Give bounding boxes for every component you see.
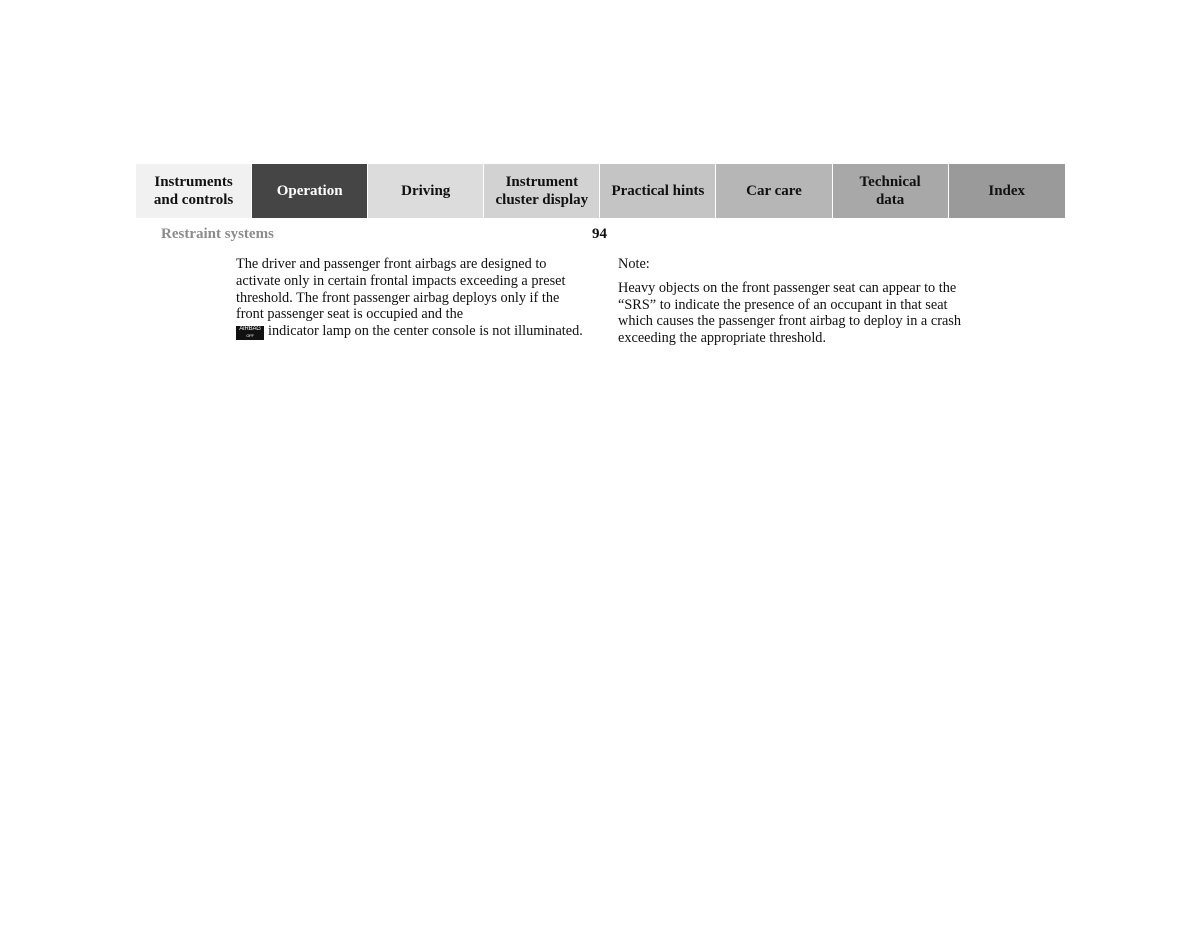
tab-label: Practical hints — [611, 183, 705, 199]
tab-operation[interactable] — [252, 164, 368, 218]
airbag-off-indicator-icon — [236, 326, 264, 340]
paragraph-text-before-icon: The driver and passenger front airbags are designed to activate only in certain frontal impacts exceeding a preset threshold. The front passenger airbag deploys only if the front passenger seat is occupied and the — [236, 256, 566, 323]
tab-car-care[interactable] — [716, 164, 832, 218]
tab-technical-data[interactable] — [833, 164, 949, 218]
tab-label: Instruments and controls — [153, 174, 234, 208]
tab-label: Car care — [746, 183, 802, 199]
page-number: 94 — [592, 226, 607, 242]
right-column — [618, 256, 978, 347]
tab-label: Instrument cluster display — [495, 174, 589, 208]
left-column — [236, 256, 586, 340]
tab-instrument-cluster-display[interactable] — [484, 164, 600, 218]
section-title: Restraint systems — [161, 226, 274, 242]
tab-practical-hints[interactable] — [600, 164, 716, 218]
tab-label: Technical data — [859, 174, 921, 208]
icon-sublabel: OFF — [246, 333, 254, 339]
tab-label: Driving — [401, 183, 451, 199]
note-text: Heavy objects on the front passenger seat can appear to the “SRS” to indicate the presence of an occupant in that seat which causes the passenger front airbag to deploy in a crash exceeding the appropriate threshold. — [618, 279, 962, 347]
tab-label: Operation — [276, 183, 343, 199]
paragraph-text-after-icon: indicator lamp on the center console is not illuminated. — [268, 323, 583, 340]
section-navigation — [136, 164, 1065, 218]
tab-index[interactable] — [949, 164, 1065, 218]
tab-driving[interactable] — [368, 164, 484, 218]
tab-label: Index — [988, 183, 1026, 199]
note-label: Note: — [618, 256, 650, 272]
tab-instruments-and-controls[interactable] — [136, 164, 252, 218]
airbag-paragraph — [236, 256, 586, 340]
icon-label: AIRBAG — [239, 326, 261, 333]
